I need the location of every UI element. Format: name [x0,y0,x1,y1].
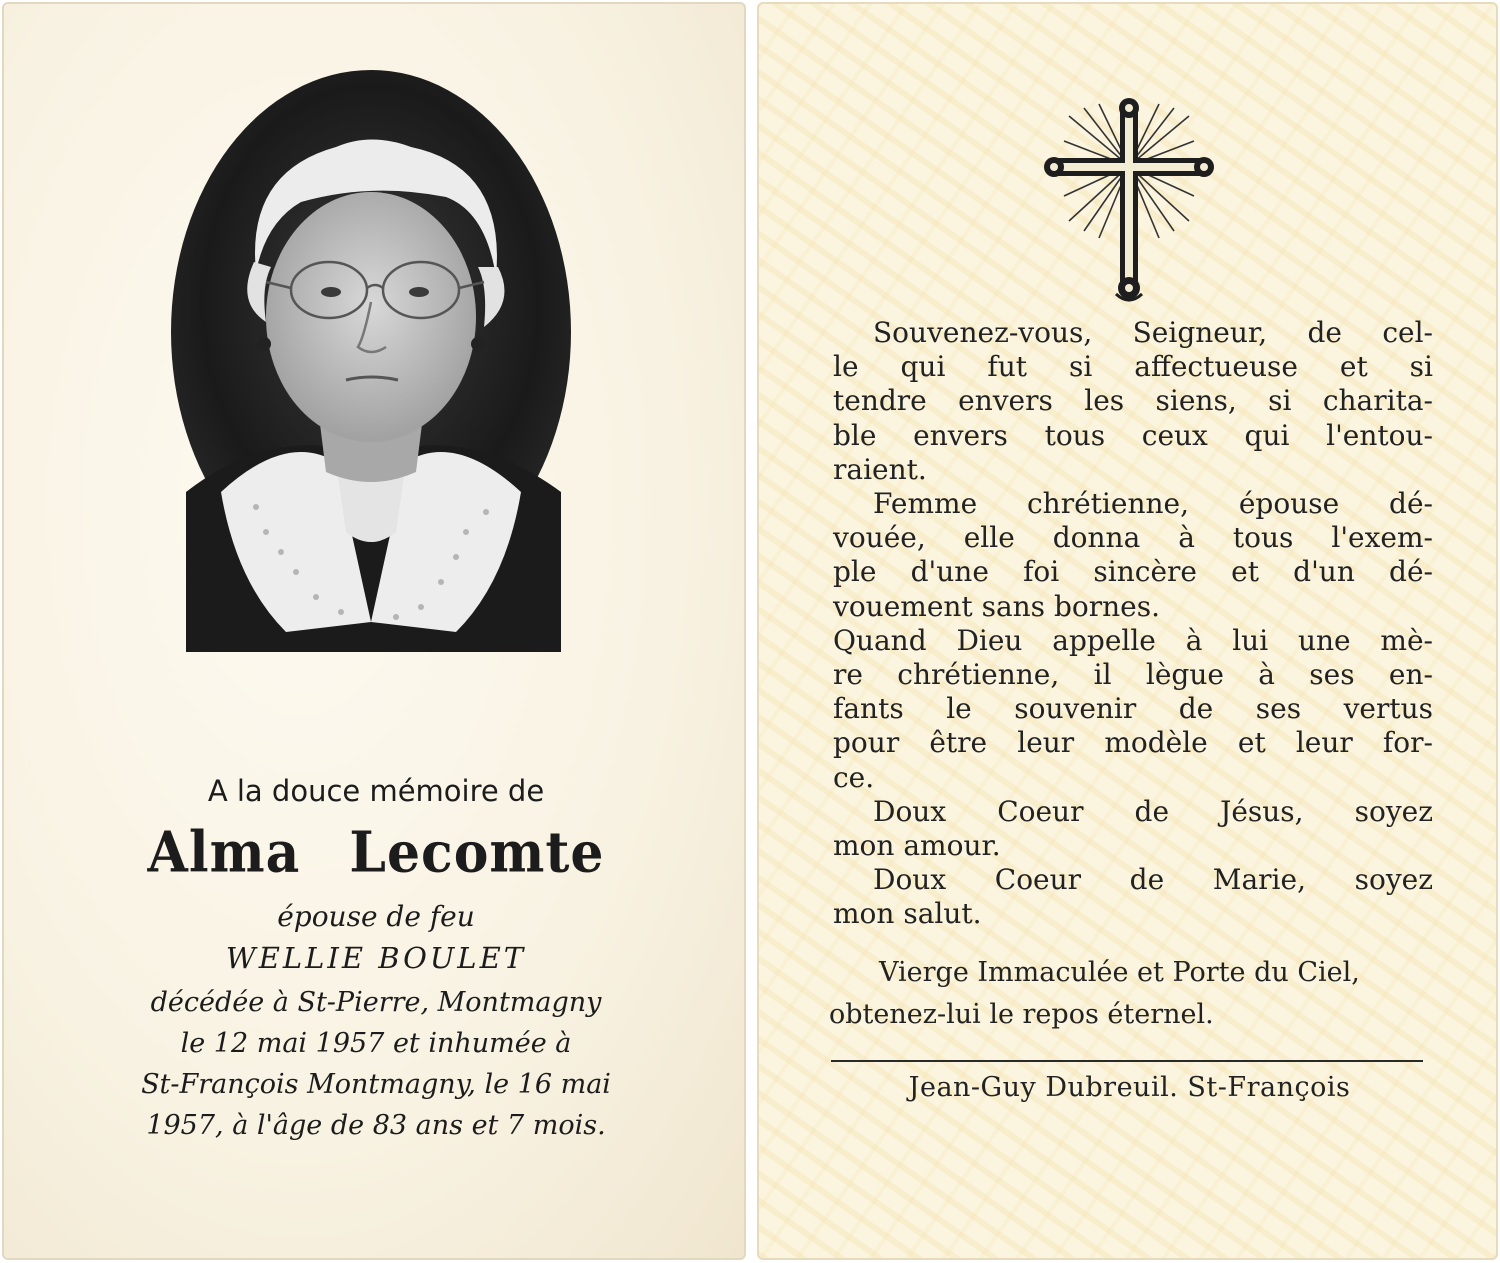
prayer-line: ble envers tous ceux qui l'entou- [833,418,1433,452]
prayer-line: mon amour. [833,829,1001,863]
prayer-line: Quand Dieu appelle à lui une mè- [833,623,1433,657]
death-detail-line: St-François Montmagny, le 16 mai [141,1069,611,1100]
prayer-line: vouée, elle donna à tous l'exem- [833,521,1433,555]
portrait-photo [166,62,576,652]
memorial-card-front [2,2,746,1260]
spouse-name: WELLIE BOULET [225,941,527,975]
prayer-line: pour être leur modèle et leur for- [833,726,1433,760]
death-detail-line: le 12 mai 1957 et inhumée à [180,1028,572,1059]
prayer-line: Souvenez-vous, Seigneur, de cel- [873,316,1433,349]
prayer-line: ple d'une foi sincère et d'un dé- [833,555,1433,589]
prayer-line: tendre envers les siens, si charita- [833,384,1433,418]
prayer-line: Doux Coeur de Marie, soyez [873,863,1433,897]
deceased-name: Alma Lecomte [147,819,605,886]
memorial-card-back [757,2,1498,1260]
invocation-line: obtenez-lui le repos éternel. [829,999,1214,1030]
prayer-line: Doux Coeur de Jésus, soyez [873,794,1433,828]
cross-icon [1044,96,1214,306]
prayer-line: vouement sans bornes. [833,589,1160,623]
prayer-line: re chrétienne, il lègue à ses en- [833,658,1433,692]
prayer-line: le qui fut si affectueuse et si [833,350,1433,384]
prayer-text [833,316,1433,932]
printer-credit: Jean-Guy Dubreuil. St-François [908,1072,1351,1103]
prayer-line: fants le souvenir de ses vertus [833,692,1433,726]
invocation-line: Vierge Immaculée et Porte du Ciel, [879,957,1360,988]
prayer-line: Femme chrétienne, épouse dé- [873,487,1433,521]
portrait-illustration [166,62,576,652]
memorial-intro: A la douce mémoire de [207,774,545,808]
divider [831,1060,1423,1062]
prayer-line: mon salut. [833,897,982,931]
prayer-line: ce. [833,760,875,794]
death-detail-line: décédée à St-Pierre, Montmagny [150,987,602,1018]
prayer-line: raient. [833,452,927,486]
death-detail-line: 1957, à l'âge de 83 ans et 7 mois. [146,1110,606,1141]
spouse-label: épouse de feu [277,900,475,933]
